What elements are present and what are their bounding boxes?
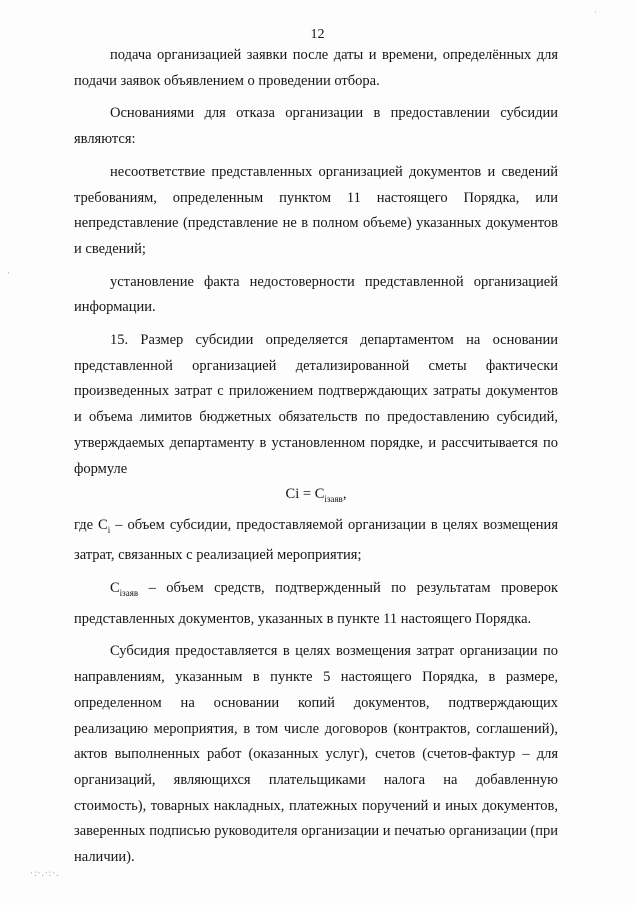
page-number: 12 bbox=[310, 27, 325, 42]
definition-cizayav-prefix: C bbox=[110, 580, 120, 597]
scan-speck: ˙ bbox=[594, 10, 597, 20]
definition-ci-prefix: где C bbox=[74, 516, 108, 533]
document-body bbox=[74, 43, 558, 871]
formula-suffix: , bbox=[342, 486, 347, 503]
paragraph-refusal-grounds: Основаниями для отказа организации в предоставлении субсидии являются: bbox=[74, 105, 558, 148]
definition-ci-subscript: i bbox=[107, 524, 111, 535]
definition-ci-text: – объем субсидии, предоставляемой организации в целях возмещения затрат, связанных с реализацией мероприятия; bbox=[74, 516, 558, 564]
paragraph-item-15: 15. Размер субсидии определяется департаментом на основании представленной организацией детализированной сметы фактически произведенных затрат с приложением подтверждающих затраты документов и объема лимитов бюджетных обязательств по предоставлению субсидий, утверждаемых департаменту в установленном порядке, и рассчитывается по формуле bbox=[74, 332, 558, 477]
paragraph-subsidy-provision: Субсидия предоставляется в целях возмещения затрат организации по направлениям, указанным в пункте 5 настоящего Порядка, в размере, определенном на основании копий документов, подтверждающих реализацию мероприятия, в том числе договоров (контрактов, соглашений), актов выполненных работ (оказанных услуг), счетов (счетов-фактур – для организаций, являющихся плательщиками налога на добавленную стоимость), товарных накладных, платежных поручений и иных документов, заверенных подписью руководителя организации и печатью организации (при наличии). bbox=[74, 643, 558, 866]
formula-rhs-subscript: iзаяв bbox=[324, 494, 343, 505]
formula-lhs: Ci bbox=[285, 486, 300, 503]
definition-cizayav bbox=[74, 576, 558, 632]
paragraph-late-application: подача организацией заявки после даты и времени, определённых для подачи заявок объявлением о проведении отбора. bbox=[74, 47, 558, 89]
definition-ci bbox=[74, 513, 558, 569]
definition-cizayav-subscript: iзаяв bbox=[119, 588, 139, 599]
definition-cizayav-text: – объем средств, подтвержденный по результатам проверок представленных документов, указанных в пункте 11 настоящего Порядка. bbox=[74, 580, 558, 627]
formula bbox=[74, 482, 558, 513]
scan-noise: ·:·.·:·. bbox=[30, 868, 60, 878]
formula-rhs-base: C bbox=[314, 486, 325, 503]
scan-speck: · bbox=[7, 268, 10, 278]
formula-equals: = bbox=[299, 486, 315, 503]
paragraph-nonconformity: несоответствие представленных организацией документов и сведений требованиям, определенным пунктом 11 настоящего Порядка, или непредставление (представление не в полном объеме) указанных документов и сведений; bbox=[74, 163, 558, 257]
paragraph-unreliable-info: установление факта недостоверности представленной организацией информации. bbox=[74, 273, 558, 316]
